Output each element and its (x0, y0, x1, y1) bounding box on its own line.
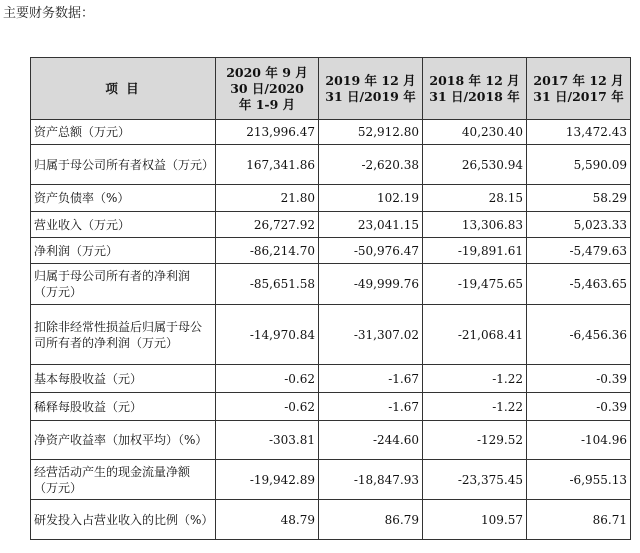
row-label: 基本每股收益（元） (31, 365, 216, 393)
header-2017-text: 2017 年 12 月 31 日/2017 年 (533, 72, 624, 104)
cell-value: -104.96 (527, 421, 631, 460)
cell-value: 26,530.94 (423, 145, 527, 185)
cell-value: -5,479.63 (527, 238, 631, 264)
cell-value: 21.80 (216, 185, 319, 212)
cell-value: -19,891.61 (423, 238, 527, 264)
cell-value: 167,341.86 (216, 145, 319, 185)
cell-value: -6,456.36 (527, 305, 631, 365)
cell-value: -0.39 (527, 393, 631, 421)
cell-value: -14,970.84 (216, 305, 319, 365)
cell-value: 213,996.47 (216, 120, 319, 145)
cell-value: -129.52 (423, 421, 527, 460)
cell-value: -1.22 (423, 393, 527, 421)
header-2020q3-text: 2020 年 9 月 30 日/2020 年 1-9 月 (226, 64, 308, 112)
header-2017 (527, 58, 631, 120)
cell-value: -1.22 (423, 365, 527, 393)
table-row (31, 393, 631, 421)
cell-value: -5,463.65 (527, 264, 631, 305)
row-label: 归属于母公司所有者权益（万元） (31, 145, 216, 185)
cell-value: -0.62 (216, 365, 319, 393)
cell-value: -86,214.70 (216, 238, 319, 264)
row-label: 归属于母公司所有者的净利润（万元） (31, 264, 216, 305)
table-row (31, 212, 631, 238)
cell-value: 86.71 (527, 500, 631, 540)
header-2020q3 (216, 58, 319, 120)
row-label: 净利润（万元） (31, 238, 216, 264)
cell-value: -244.60 (319, 421, 423, 460)
cell-value: -303.81 (216, 421, 319, 460)
header-2018 (423, 58, 527, 120)
row-label: 扣除非经常性损益后归属于母公司所有者的净利润（万元） (31, 305, 216, 365)
table-row (31, 421, 631, 460)
cell-value: 5,023.33 (527, 212, 631, 238)
table-row (31, 185, 631, 212)
cell-value: 52,912.80 (319, 120, 423, 145)
table-row (31, 460, 631, 500)
cell-value: -18,847.93 (319, 460, 423, 500)
header-item: 项 目 (31, 58, 216, 120)
table-row (31, 365, 631, 393)
cell-value: 28.15 (423, 185, 527, 212)
row-label: 资产负债率（%） (31, 185, 216, 212)
table-row (31, 145, 631, 185)
cell-value: -1.67 (319, 365, 423, 393)
row-label: 研发投入占营业收入的比例（%） (31, 500, 216, 540)
cell-value: 23,041.15 (319, 212, 423, 238)
cell-value: -1.67 (319, 393, 423, 421)
cell-value: -0.39 (527, 365, 631, 393)
row-label: 稀释每股收益（元） (31, 393, 216, 421)
row-label: 净资产收益率（加权平均）（%） (31, 421, 216, 460)
cell-value: 40,230.40 (423, 120, 527, 145)
cell-value: 13,472.43 (527, 120, 631, 145)
table-row (31, 238, 631, 264)
table-row (31, 264, 631, 305)
cell-value: 48.79 (216, 500, 319, 540)
cell-value: 26,727.92 (216, 212, 319, 238)
cell-value: -6,955.13 (527, 460, 631, 500)
row-label: 经营活动产生的现金流量净额（万元） (31, 460, 216, 500)
cell-value: -31,307.02 (319, 305, 423, 365)
cell-value: -19,942.89 (216, 460, 319, 500)
cell-value: -50,976.47 (319, 238, 423, 264)
row-label: 资产总额（万元） (31, 120, 216, 145)
caption-text: 主要财务数据： (3, 6, 95, 21)
cell-value: 13,306.83 (423, 212, 527, 238)
cell-value: 58.29 (527, 185, 631, 212)
table-row (31, 500, 631, 540)
header-row (31, 58, 631, 120)
table-row (31, 305, 631, 365)
table-row (31, 120, 631, 145)
cell-value: -2,620.38 (319, 145, 423, 185)
cell-value: -49,999.76 (319, 264, 423, 305)
cell-value: 109.57 (423, 500, 527, 540)
header-2019-text: 2019 年 12 月 31 日/2019 年 (325, 72, 416, 104)
cell-value: -0.62 (216, 393, 319, 421)
cell-value: -19,475.65 (423, 264, 527, 305)
cell-value: -23,375.45 (423, 460, 527, 500)
cell-value: -21,068.41 (423, 305, 527, 365)
cell-value: 5,590.09 (527, 145, 631, 185)
cell-value: -85,651.58 (216, 264, 319, 305)
financial-data-table (30, 57, 631, 540)
header-2019 (319, 58, 423, 120)
cell-value: 86.79 (319, 500, 423, 540)
cell-value: 102.19 (319, 185, 423, 212)
row-label: 营业收入（万元） (31, 212, 216, 238)
header-2018-text: 2018 年 12 月 31 日/2018 年 (429, 72, 520, 104)
